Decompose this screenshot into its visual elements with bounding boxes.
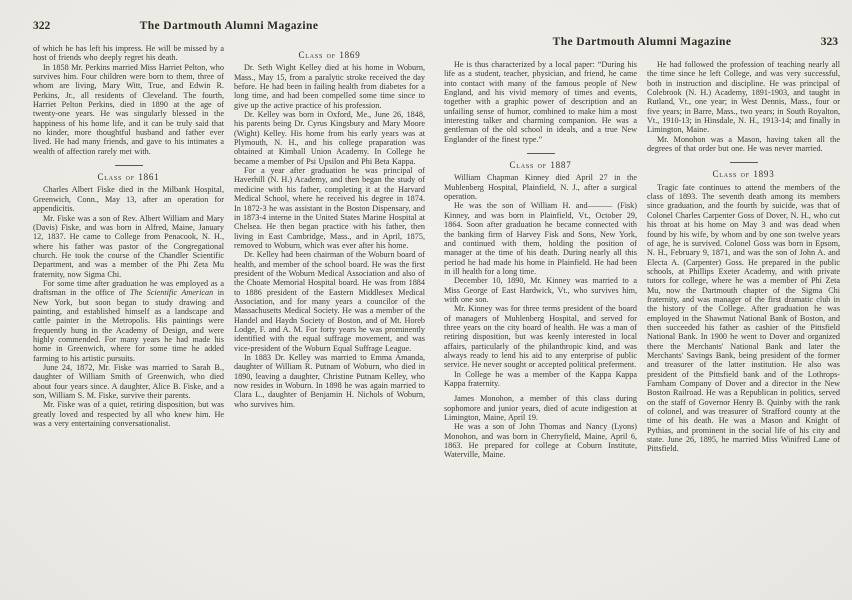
obituary-paragraph: In 1858 Mr. Perkins married Miss Harriet Pelton, who survives him. Four children were born to them, three of whom are living, Mary Witt, True, and Edwin R. Perkins, Jr., all residents of Cleveland. The fourth, Harriet Pelton Perkins, died in 1890 at the age of twenty-one years. He was singularly blessed in the happiness of his home life, and it can be truly said that no kinder, more thoughtful husband and father ever lived. He had many friends, and gave to his intimates a wealth of affection rarely met with. (33, 62, 224, 156)
obituary-paragraph: Mr. Monohon was a Mason, having taken all the degrees of that order but one. He was never married. (647, 134, 840, 154)
magazine-page-323 (444, 36, 840, 460)
obituary-paragraph: Dr. Kelley had been chairman of the Woburn board of health, and member of the school board. He was the first president of the Woburn Medical Association and also of the Choate Memorial Hospital board. He was from 1884 to 1886 president of the Eastern Middlesex Medical Association, and for many years a councilor of the Massachusetts Medical Society. He was a member of the Handel and Haydn Society of Boston, and of Mt. Horeb Lodge, F. and A. M. For forty years he was prominently identified with the equal suffrage movement, and was vice-president of the Woburn Equal Suffrage League. (234, 250, 425, 353)
obituary-paragraph: Dr. Seth Wight Kelley died at his home in Woburn, Mass., May 15, from a paralytic stroke received the day before. He had been in failing health from diabetes for a long time, and had been compelled some time since to give up the active practice of his profession. (234, 63, 425, 110)
obituary-paragraph: In 1883 Dr. Kelley was married to Emma Amanda, daughter of William R. Putnam of Woburn, who died in 1890, leaving a daughter, Christine Putnam Kelley, who now resides in Woburn. In 1898 he was again married to Clara L., daughter of Benjamin H. Nichols of Woburn, who survives him. (234, 353, 425, 409)
page-columns (444, 60, 840, 460)
page-number: 322 (33, 20, 51, 32)
obituary-paragraph: In College he was a member of the Kappa Kappa Kappa fraternity. (444, 369, 637, 388)
obituary-paragraph: Dr. Kelley was born in Oxford, Me., June 26, 1848, his parents being Dr. Cyrus Kingsbury and Mary Moore (Wight) Kelley. His home from his early years was at Plymouth, N. H., and his college praparation was obtained at Kimball Union Academy. In College he became a member of Psi Upsilon and Phi Beta Kappa. (234, 110, 425, 166)
obituary-paragraph: Mr. Fiske was of a quiet, retiring disposition, but was greatly loved and respected by all who knew him. He was a very entertaining conversationalist. (33, 400, 224, 429)
obituary-paragraph: of which he has left his impress. He will be missed by a host of friends who deeply regret his death. (33, 44, 224, 63)
class-heading: Class of 1869 (298, 50, 361, 60)
class-heading: Class of 1893 (712, 169, 775, 180)
magazine-page-322 (33, 20, 425, 428)
obituary-paragraph: Mr. Kinney was for three terms president of the board of managers of Muhlenberg Hospital, and served for three years on the city board of health. He was a man of retiring disposition, but was keenly interested in local affairs, particularly of the philanthropic kind, and was always ready to lend his aid to any enterprise of public service. He never sought or accepted political preferment. (444, 304, 637, 370)
obituary-paragraph: He was the son of William H. and——— (Fisk) Kinney, and was born in Plainfield, Vt., October 29, 1864. Soon after graduation he became connected with the banking firm of Harvey Fisk and Sons, New York, and continued with them, holding the position of manager at the time of his death. During nearly all this period he had made his home in Plainfield. He had been in ill health for a long time. (444, 201, 637, 276)
obituary-paragraph: For a year after graduation he was principal of Haverhill (N. H.) Academy, and then began the study of medicine with his father, completing it at the Harvard Medical School, where he received his degree in 1874. In 1872-3 he was assistant in the Boston Dispensary, and in 1873-4 interne in the United States Marine Hospital at Chelsea. He then began practice with his father, then living in East Cambridge, Mass., and in April, 1875, removed to Woburn, which was ever after his home. (234, 166, 425, 250)
obituary-paragraph: James Monohon, a member of this class during sophomore and junior years, died of acute indigestion at Limington, Maine, April 19. (444, 394, 637, 423)
obituary-paragraph: June 24, 1872, Mr. Fiske was married to Sarah B., daughter of William Smith of Greenwich, who died about four years since. A daughter, Alice B. Fiske, and a son, William S. M. Fiske, survive their parents. (33, 363, 224, 401)
class-heading: Class of 1887 (509, 160, 572, 171)
text-column (234, 44, 425, 409)
page-header (444, 36, 840, 51)
section-divider (730, 162, 758, 163)
section-divider (527, 153, 555, 154)
obituary-paragraph: William Chapman Kinney died April 27 in the Muhlenberg Hospital, Plainfield, N. J., after a surgical operation. (444, 173, 637, 202)
running-header: The Dartmouth Alumni Magazine (552, 36, 732, 48)
obituary-paragraph: He was a son of John Thomas and Nancy (Lyons) Monohon, and was born in Cherryfield, Maine, April 6, 1863. He prepared for college at Coburn Institute, Waterville, Maine. (444, 422, 637, 460)
obituary-paragraph: Tragic fate continues to attend the members of the class of 1893. The seventh death among its members since graduation, and the fourth by suicide, was that of Colonel Charles Carpenter Goss of Dover, N. H., who cut his throat at his home on May 3 and was dead when found by his wife, by whom and by one son twelve years of age, he is survived. Colonel Goss was born in Epsom, N. H., February 9, 1871, and was the son of John A. and Electa A. (Carpenter) Goss. He prepared in the public schools, at Phillips Exeter Academy, and with private tutors for college, where he was a member of Phi Zeta Mu, now the Dartmouth chapter of the Sigma Chi fraternity, and was manager of the first dramatic club in the history of the College. After graduation he was employed in the Shawmut National Bank of Boston, and then succeeded his father as cashier of the Pittsfield National Bank. In 1900 he went to Dover and organized there the Merchants' National Bank and later the Merchants' Savings Bank, being president of the former and treasurer of the latter institution. He also was president of the Pittsfield bank and of the Lothrops-Farnham Company of Dover and a director in the New Boston Railroad. He was a Republican in politics, served on the staff of Governor Henry B. Quinby with the rank of colonel, and was treasurer of Strafford county at the time of his death. He was a Mason and Knight of Pythias, and prominent in the social life of his city and state. June 26, 1895, he married Miss Winifred Lane of Pittsfield. (647, 182, 840, 454)
text-column (647, 60, 840, 454)
page-columns (33, 44, 425, 428)
page-number: 323 (820, 36, 838, 48)
text-column (33, 44, 224, 428)
class-heading: Class of 1861 (97, 172, 160, 183)
obituary-paragraph: He had followed the profession of teaching nearly all the time since he left College, and was very successful, both in instruction and discipline. He was principal of Colebrook (N. H.) Academy, 1891-1903, and taught in Rutland, Vt., one year; in West Dennis, Mass., four or five years; in Barre, Mass., two years; in South Royalton, Vt., 1910-13; in Hinsdale, N. H., 1913-14; and finally in Limington, Maine. (647, 60, 840, 135)
obituary-paragraph: He is thus characterized by a local paper: “During his life as a student, teacher, physician, and friend, he came into contact with many of the famous people of New England, and his vivid memory of times and events, together with a graphic power of description and an unfailing sense of humor, combined to make him a most interesting talker and charming companion. He was a gentleman of the old school in ideals, and a true New Englander of the finest type.” (444, 60, 637, 144)
obituary-paragraph: December 10, 1890, Mr. Kinney was married to a Miss George of East Hardwick, Vt., who survives him, with one son. (444, 276, 637, 304)
section-divider (115, 165, 143, 166)
obituary-paragraph: For some time after graduation he was employed as a draftsman in the office of The Scientific American in New York, but soon began to study drawing and painting, and established himself as a landscape and cattle painter in the Metropolis. His paintings were frequently hung in the Academy of Design, and were highly commended. For many years he had made his home in Greenwich, where for some time he added farming to his artistic pursuits. (33, 278, 225, 363)
page-header (33, 20, 425, 35)
text-column (444, 60, 637, 460)
obituary-paragraph: Mr. Fiske was a son of Rev. Albert William and Mary (Davis) Fiske, and was born in Alfred, Maine, January 12, 1837. He came to College from Penacook, N. H., where his father was pastor of the Congregational church. He took the course of the Chandler Scientific Department, and was a member of the Phi Zeta Mu fraternity, now Sigma Chi. (33, 213, 224, 279)
obituary-paragraph: Charles Albert Fiske died in the Milbank Hospital, Greenwich, Conn., May 13, after an operation for appendicitis. (33, 185, 224, 214)
running-header: The Dartmouth Alumni Magazine (139, 20, 319, 32)
